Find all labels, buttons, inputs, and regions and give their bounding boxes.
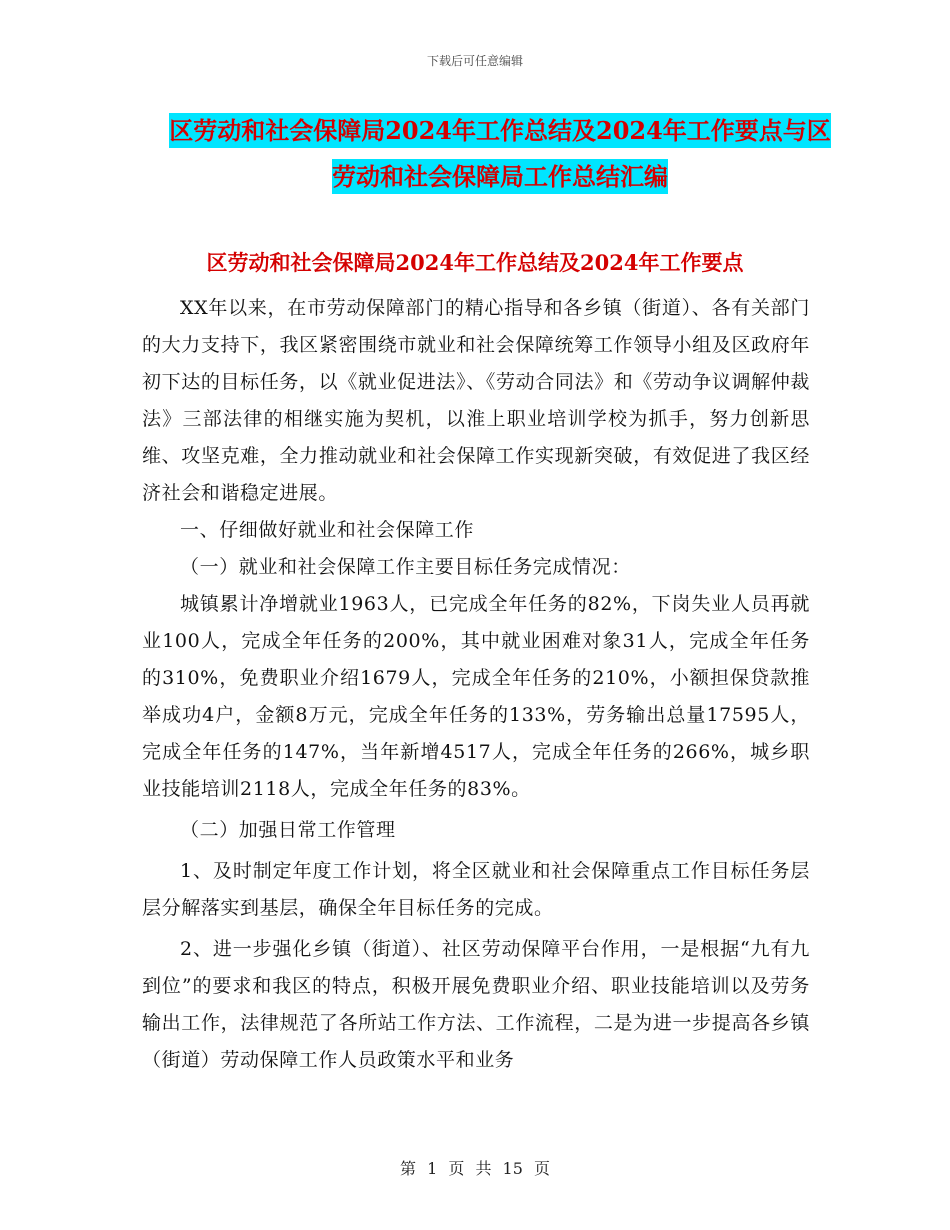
paragraph-statistics: 城镇累计净增就业1963人，已完成全年任务的82%，下岗失业人员再就业100人，完成全年任务的200%，其中就业困难对象31人，完成全年任务的310%，免费职业介绍1679人，完成全年任务的210%，小额担保贷款推举成功4户，金额8万元，完成全年任务的133%，劳务输出总量17595人，完成全年任务的147%，当年新增4517人，完成全年任务的266%，城乡职业技能培训2118人，完成全年任务的83%。 — [142, 593, 810, 800]
paragraph-intro: XX年以来，在市劳动保障部门的精心指导和各乡镇（街道）、各有关部门的大力支持下，我区紧密围绕市就业和社会保障统筹工作领导小组及区政府年初下达的目标任务，以《就业促进法》、《劳动合同法》和《劳动争议调解仲裁法》三部法律的相继实施为契机，以淮上职业培训学校为抓手，努力创新思维、攻坚克难，全力推动就业和社会保障工作实现新突破，有效促进了我区经济社会和谐稳定进展。 — [142, 297, 810, 504]
heading-level-2: （一）就业和社会保障工作主要目标任务完成情况： — [180, 556, 631, 578]
paragraph-item-2: 2、进一步强化乡镇（街道）、社区劳动保障平台作用，一是根据“九有九到位”的要求和我区的特点，积极开展免费职业介绍、职业技能培训以及劳务输出工作，法律规范了各所站工作方法、工作流程，二是为进一步提高各乡镇（街道）劳动保障工作人员政策水平和业务 — [142, 938, 810, 1071]
document-body — [142, 290, 810, 1079]
header-note: 下载后可任意编辑 — [426, 54, 523, 68]
section-title: 区劳动和社会保障局2024年工作总结及2024年工作要点 — [206, 250, 744, 275]
paragraph-item-1: 1、及时制定年度工作计划，将全区就业和社会保障重点工作目标任务层层分解落实到基层，确保全年目标任务的完成。 — [142, 860, 810, 919]
document-title-text: 区劳动和社会保障局2024年工作总结及2024年工作要点与区劳动和社会保障局工作总结汇编 — [169, 113, 831, 194]
document-title — [160, 108, 840, 200]
heading-level-2: （二）加强日常工作管理 — [180, 819, 396, 841]
heading-level-1: 一、仔细做好就业和社会保障工作 — [180, 519, 475, 541]
page-number: 第 1 页 共 15 页 — [400, 1159, 550, 1178]
